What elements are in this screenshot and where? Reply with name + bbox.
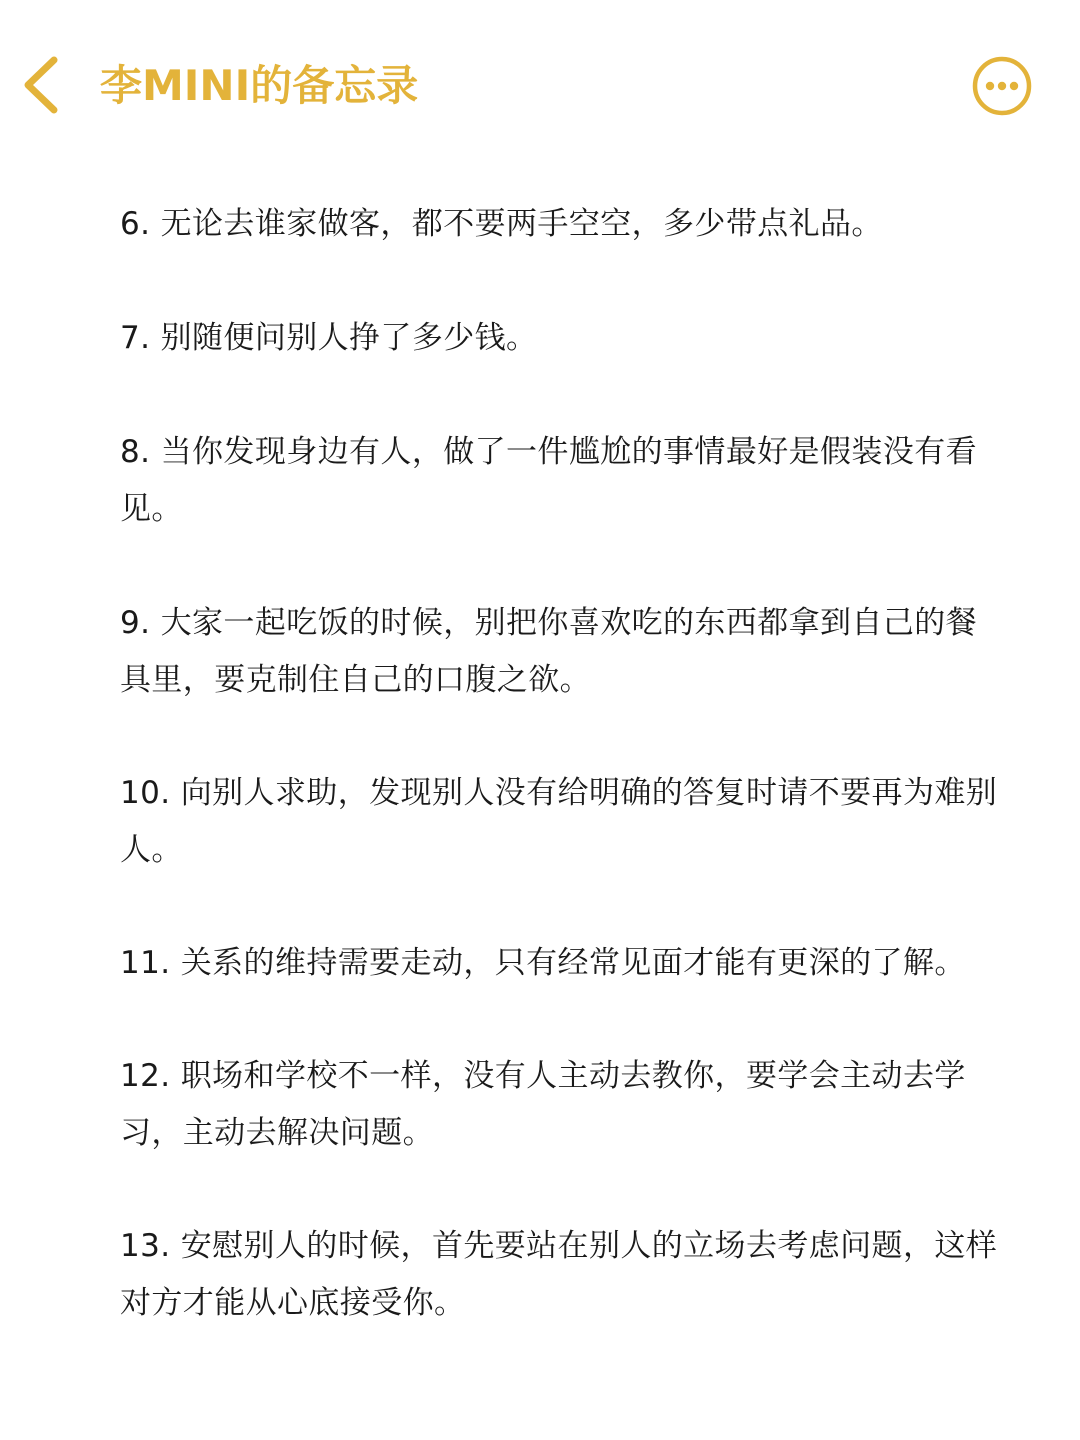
chevron-left-icon <box>14 50 74 120</box>
more-options-button[interactable] <box>970 54 1034 118</box>
note-text: 7. 别随便问别人挣了多少钱。 <box>120 320 538 356</box>
top-bar <box>0 0 1080 170</box>
note-item-7 <box>120 310 1000 367</box>
note-text: 8. 当你发现身边有人，做了一件尴尬的事情最好是假装没有看见。 <box>120 434 978 527</box>
note-item-11 <box>120 935 1000 992</box>
note-item-13 <box>120 1218 1000 1332</box>
back-button[interactable] <box>14 50 74 120</box>
note-item-9 <box>120 595 1000 709</box>
note-item-8 <box>120 424 1000 538</box>
note-item-10 <box>120 765 1000 879</box>
note-text: 11. 关系的维持需要走动，只有经常见面才能有更深的了解。 <box>120 945 966 981</box>
more-dots-icon <box>970 54 1034 118</box>
page-title: 李MINI的备忘录 <box>100 61 419 110</box>
note-text: 13. 安慰别人的时候，首先要站在别人的立场去考虑问题，这样对方才能从心底接受你。 <box>120 1228 998 1321</box>
note-item-12 <box>120 1048 1000 1162</box>
note-text: 10. 向别人求助，发现别人没有给明确的答复时请不要再为难别人。 <box>120 775 998 868</box>
note-item-6 <box>120 196 1000 253</box>
note-text: 9. 大家一起吃饭的时候，别把你喜欢吃的东西都拿到自己的餐具里，要克制住自己的口腹之欲。 <box>120 605 978 698</box>
note-text: 6. 无论去谁家做客，都不要两手空空，多少带点礼品。 <box>120 206 883 242</box>
note-text: 12. 职场和学校不一样，没有人主动去教你，要学会主动去学习，主动去解决问题。 <box>120 1058 966 1151</box>
